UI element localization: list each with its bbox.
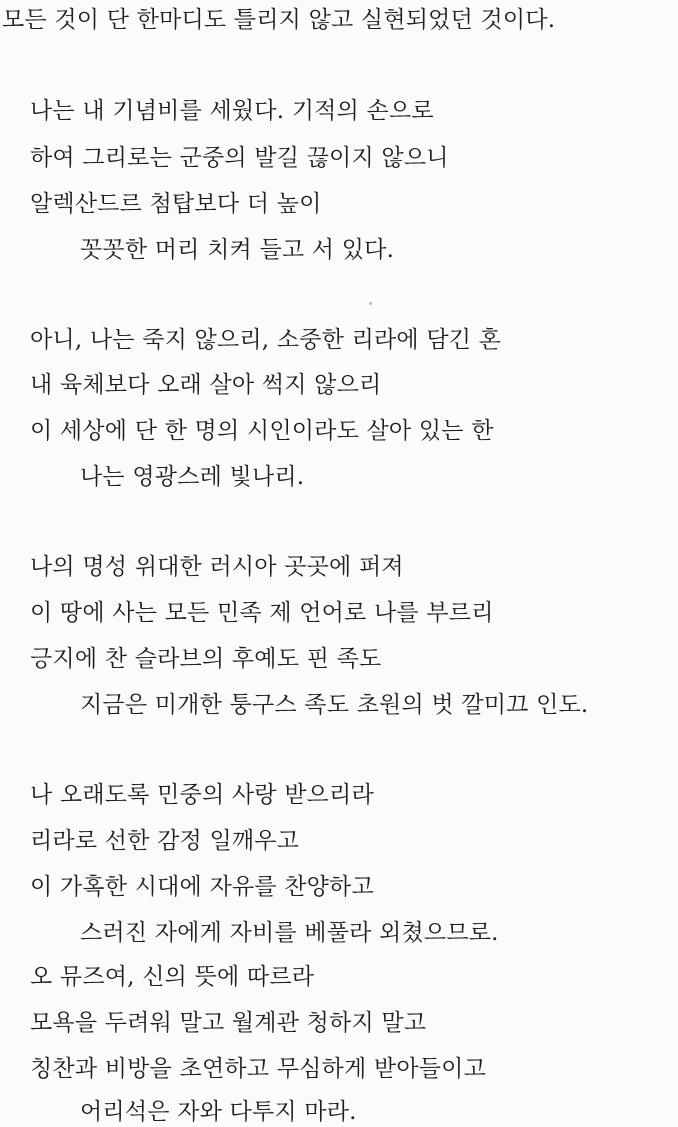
stanza4-line-2: 리라로 선한 감정 일깨우고 xyxy=(30,828,300,854)
stanza1-line-3: 알렉산드르 첨탑보다 더 높이 xyxy=(30,191,322,217)
stanza4-line-3: 이 가혹한 시대에 자유를 찬양하고 xyxy=(30,874,374,900)
paper-speck xyxy=(369,302,372,305)
stanza4-line-8: 어리석은 자와 다투지 마라. xyxy=(80,1099,357,1125)
stanza4-line-1: 나 오래도록 민중의 사랑 받으리라 xyxy=(30,782,374,808)
stanza2-line-2: 내 육체보다 오래 살아 썩지 않으리 xyxy=(30,372,382,398)
intro-line: 모든 것이 단 한마디도 틀리지 않고 실현되었던 것이다. xyxy=(2,7,556,33)
stanza3-line-1: 나의 명성 위대한 러시아 곳곳에 퍼져 xyxy=(30,554,404,580)
stanza3-line-3: 긍지에 찬 슬라브의 후예도 핀 족도 xyxy=(30,646,382,672)
stanza1-line-4: 꼿꼿한 머리 치켜 들고 서 있다. xyxy=(80,237,395,263)
stanza2-line-1: 아니, 나는 죽지 않으리, 소중한 리라에 담긴 혼 xyxy=(30,327,502,353)
stanza3-line-2: 이 땅에 사는 모든 민족 제 언어로 나를 부르리 xyxy=(30,600,494,626)
stanza2-line-4: 나는 영광스레 빛나리. xyxy=(80,464,305,490)
stanza3-line-4: 지금은 미개한 퉁구스 족도 초원의 벗 깔미끄 인도. xyxy=(80,692,589,718)
stanza4-line-4: 스러진 자에게 자비를 베풀라 외쳤으므로. xyxy=(80,920,499,946)
stanza1-line-1: 나는 내 기념비를 세웠다. 기적의 손으로 xyxy=(30,98,434,124)
stanza4-line-7: 칭찬과 비방을 초연하고 무심하게 받아들이고 xyxy=(30,1056,486,1082)
stanza2-line-3: 이 세상에 단 한 명의 시인이라도 살아 있는 한 xyxy=(30,418,494,444)
stanza1-line-2: 하여 그리로는 군중의 발길 끊이지 않으니 xyxy=(30,145,449,171)
stanza4-line-6: 모욕을 두려워 말고 월계관 청하지 말고 xyxy=(30,1010,427,1036)
stanza4-line-5: 오 뮤즈여, 신의 뜻에 따르라 xyxy=(30,964,315,990)
